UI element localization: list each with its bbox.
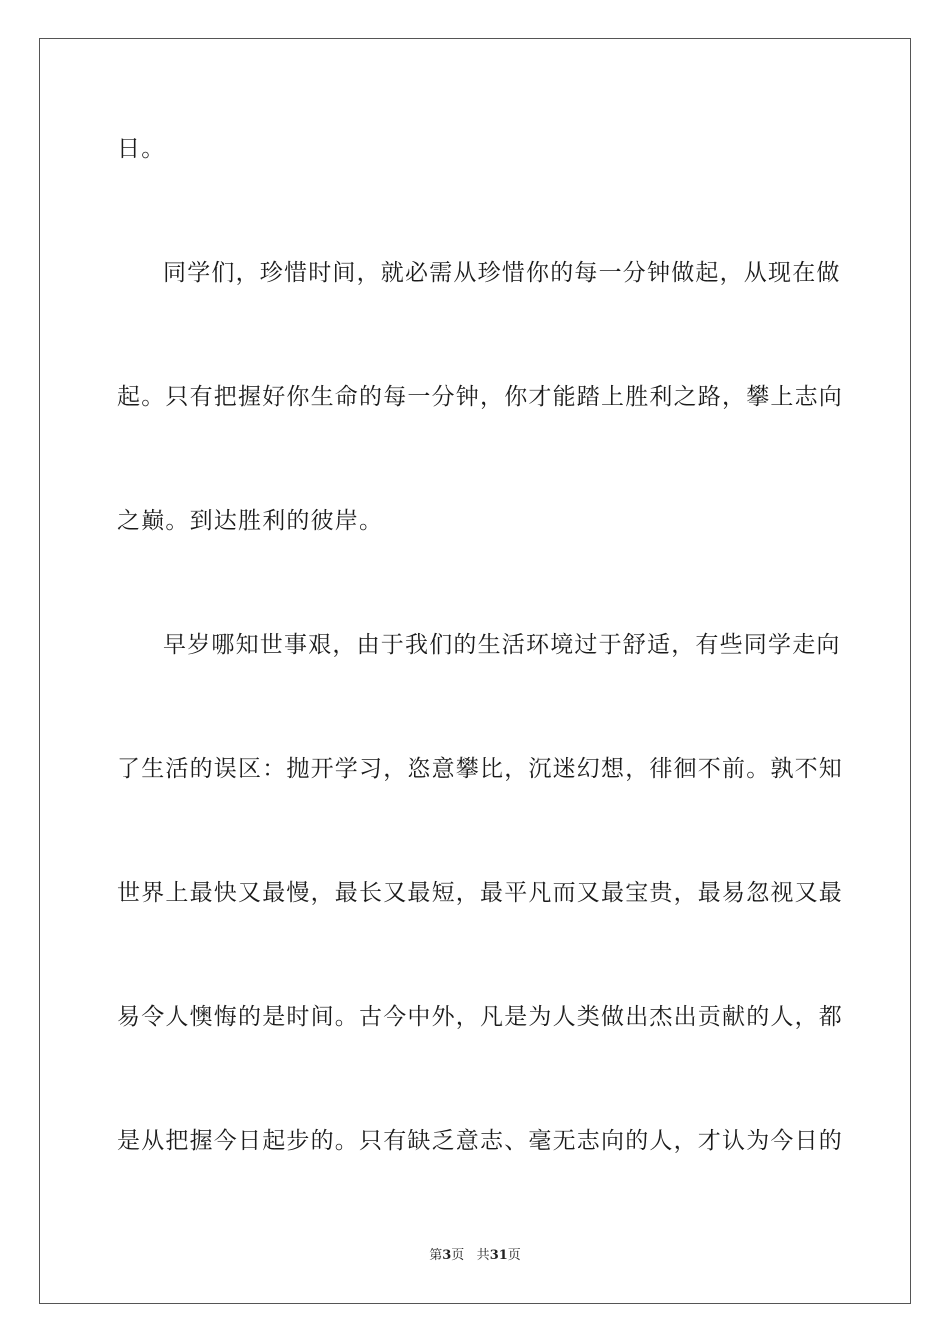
text-line-2: 同学们，珍惜时间，就必需从珍惜你的每一分钟做起，从现在做 <box>163 260 841 286</box>
page-footer <box>0 1247 950 1265</box>
text-line-7: 世界上最快又最慢，最长又最短，最平凡而又最宝贵，最易忽视又最 <box>117 880 843 906</box>
page-suffix: 页 <box>451 1248 465 1263</box>
page-border <box>39 38 911 1304</box>
total-suffix: 页 <box>507 1248 521 1263</box>
page-number: 3 <box>442 1248 452 1263</box>
text-line-5: 早岁哪知世事艰，由于我们的生活环境过于舒适，有些同学走向 <box>163 632 841 658</box>
total-prefix: 共 <box>476 1248 490 1263</box>
text-line-3: 起。只有把握好你生命的每一分钟，你才能踏上胜利之路，攀上志向 <box>117 384 843 410</box>
text-line-9: 是从把握今日起步的。只有缺乏意志、毫无志向的人，才认为今日的 <box>117 1128 843 1154</box>
text-line-8: 易令人懊悔的是时间。古今中外，凡是为人类做出杰出贡献的人，都 <box>117 1004 843 1030</box>
text-line-1: 日。 <box>117 136 166 162</box>
total-pages: 31 <box>489 1248 508 1263</box>
text-line-4: 之巅。到达胜利的彼岸。 <box>117 508 384 534</box>
text-line-6: 了生活的误区：抛开学习，恣意攀比，沉迷幻想，徘徊不前。孰不知 <box>117 756 843 782</box>
page-prefix: 第 <box>429 1248 443 1263</box>
